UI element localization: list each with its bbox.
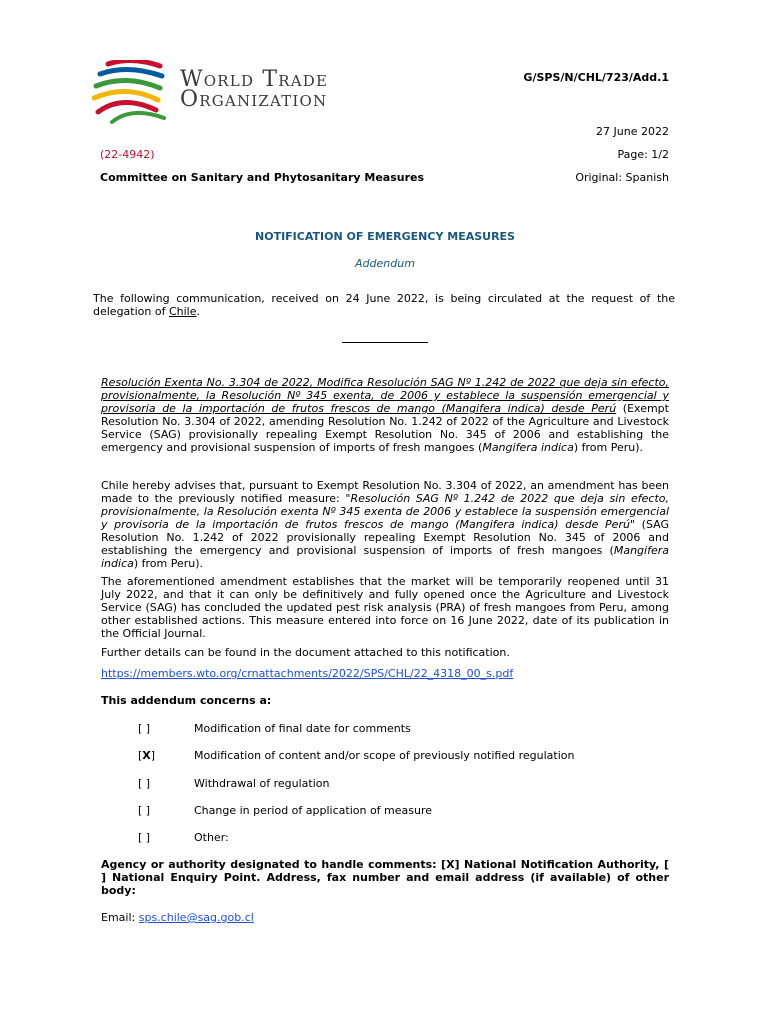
advisory-text-b: " (SAG Resolution No. 1.242 of 2022 provisionally repealing Exempt Resolution No. 345 of 2006 and establishing the emergency and provisional suspension of imports of fresh mangoes (	[101, 518, 670, 557]
resolution-spanish-title: Resolución Exenta No. 3.304 de 2022, Modifica Resolución SAG Nº 1.242 de 2022 que deja sin efecto, provisionalmente, la Resolución Nº 345 exenta, de 2006 y establece la suspensión emergencial y provisoria de la importación de frutos frescos de mango (Mangifera indica) desde Perú	[101, 376, 669, 415]
option-label: Withdrawal of regulation	[194, 777, 330, 790]
option-label: Change in period of application of measure	[194, 804, 433, 817]
logo-arc-green2	[112, 113, 164, 122]
email-line	[101, 911, 254, 924]
option-label: Other:	[194, 831, 229, 844]
logo-arc-green	[96, 80, 160, 88]
committee-name: Committee on Sanitary and Phytosanitary Measures	[100, 171, 425, 184]
further-details: Further details can be found in the document attached to this notification.	[101, 646, 510, 659]
page-subtitle: Addendum	[355, 257, 415, 270]
logo-arc-red2	[98, 102, 156, 112]
resolution-english-a: (Exempt Resolution No. 3.304 of 2022, amending Resolution No. 1.242 of 2022 of the Agriculture and Livestock Service (SAG) provisionally repealing Exempt Resolution No. 345 of 2006 and establishing the emergency and provisional suspension of imports of fresh mangoes (	[101, 402, 669, 454]
resolution-species: Mangifera indica	[482, 441, 574, 454]
checkbox-mark: [ ]	[138, 722, 151, 735]
email-label: Email:	[101, 911, 139, 924]
resolution-english-b: ) from Peru).	[573, 441, 644, 454]
checkbox-mark: [ ]	[138, 804, 151, 817]
attachment-link[interactable]: https://members.wto.org/crnattachments/2022/SPS/CHL/22_4318_00_s.pdf	[101, 667, 514, 680]
intro-end: .	[196, 305, 201, 318]
advisory-species: Mangifera indica	[101, 544, 669, 570]
logo-arc-red	[108, 60, 160, 66]
page-number: Page: 1/2	[617, 148, 669, 161]
advisory-quote: Resolución SAG Nº 1.242 de 2022 que deja sin efecto, provisionalmente, la Resolución exenta Nº 345 exenta de 2006 y establece la suspensión emergencial y provisoria de la importación de frutos frescos de mango (Mangifera indica) desde Perú	[101, 492, 669, 531]
checkbox-mark: [ ]	[138, 831, 151, 844]
org-name	[180, 67, 329, 112]
original-language: Original: Spanish	[575, 171, 669, 184]
reference-number: (22-4942)	[100, 148, 155, 161]
intro-text: The following communication, received on 24 June 2022, is being circulated at the request of the delegation of	[93, 292, 675, 318]
divider	[342, 342, 428, 343]
document-symbol: G/SPS/N/CHL/723/Add.1	[523, 71, 669, 84]
checkbox-mark: [ ]	[138, 777, 151, 790]
page-title: NOTIFICATION OF EMERGENCY MEASURES	[255, 230, 515, 243]
logo-arc-blue	[100, 69, 162, 76]
agency-paragraph: Agency or authority designated to handle comments: [X] National Notification Authority, [ ] National Enquiry Point. Address, fax number and email address (if available) of other body:	[101, 858, 669, 897]
advisory-text-a: Chile hereby advises that, pursuant to Exempt Resolution No. 3.304 of 2022, an amendment has been made to the previously notified measure: "	[101, 479, 669, 505]
checkbox-x: X	[142, 749, 151, 762]
resolution-paragraph	[101, 376, 669, 454]
option-label: Modification of content and/or scope of previously notified regulation	[194, 749, 575, 762]
logo-arc-yellow	[94, 91, 158, 100]
checkbox-open: [	[138, 749, 143, 762]
email-link[interactable]: sps.chile@sag.gob.cl	[138, 911, 254, 924]
intro-paragraph	[93, 292, 675, 318]
intro-country: Chile	[168, 305, 197, 318]
advisory-text-c: ) from Peru).	[133, 557, 204, 570]
checkbox-mark-checked	[138, 749, 155, 762]
concerns-heading: This addendum concerns a:	[101, 694, 272, 707]
option-label: Modification of final date for comments	[194, 722, 411, 735]
org-name-line2: Organization	[180, 87, 328, 112]
checkbox-close: ]	[150, 749, 156, 762]
document-date: 27 June 2022	[596, 125, 669, 138]
advisory-paragraph	[101, 479, 669, 570]
org-name-line1: World Trade	[180, 67, 329, 92]
attachment-link-wrap	[101, 667, 513, 680]
amendment-paragraph: The aforementioned amendment establishes that the market will be temporarily reopened until 31 July 2022, and that it can only be definitively and fully opened once the Agriculture and Livestock Service (SAG) has concluded the updated pest risk analysis (PRA) of fresh mangoes from Peru, among other established actions. This measure entered into force on 16 June 2022, date of its publication in the Official Journal.	[101, 575, 669, 640]
